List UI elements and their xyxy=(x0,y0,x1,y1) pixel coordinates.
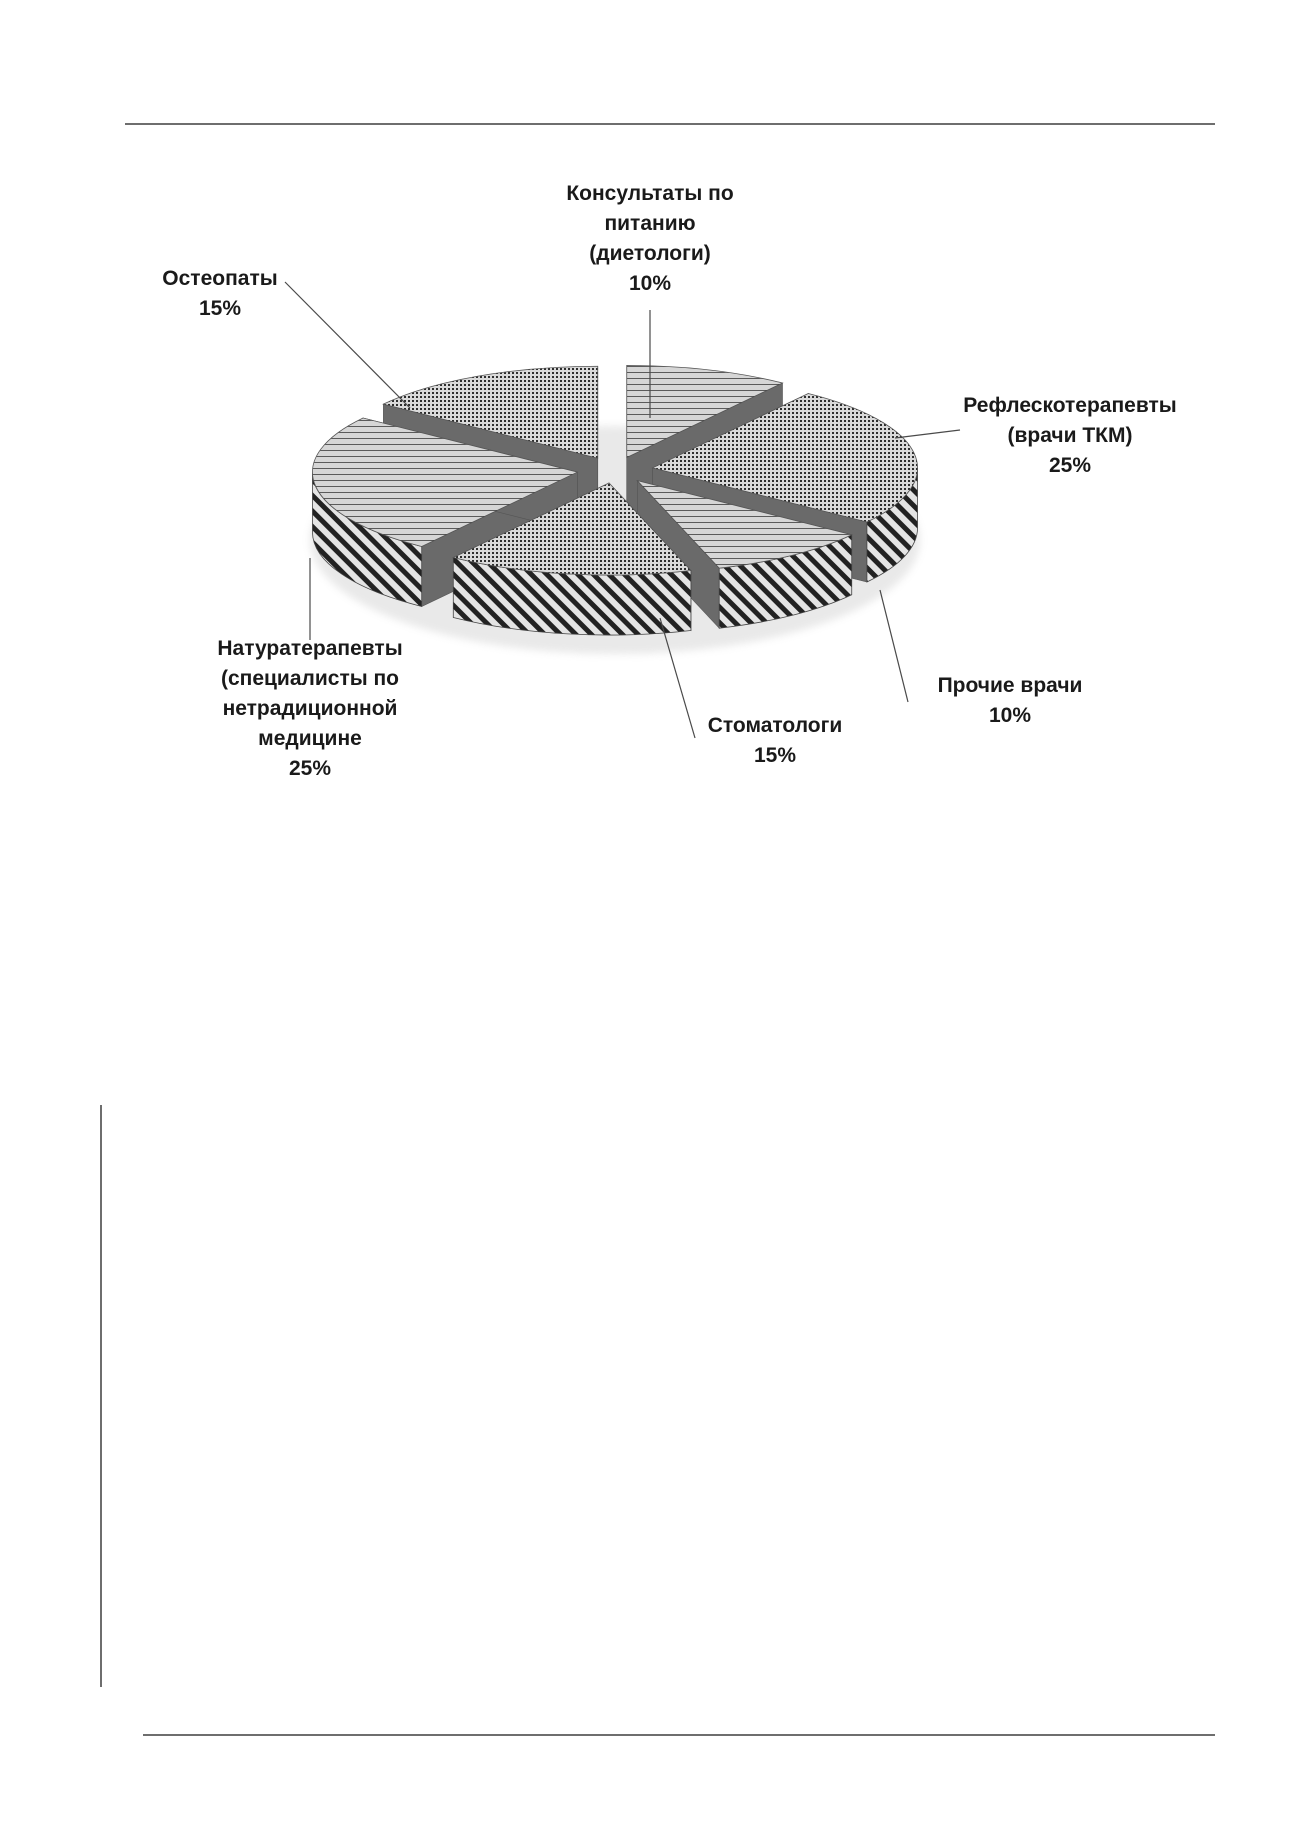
slice-value-label: 25% xyxy=(288,757,332,780)
slice-category-label: Стоматологи xyxy=(707,714,843,737)
slice-category-label: нетрадиционной xyxy=(222,697,398,720)
slice-value-label: 10% xyxy=(628,272,672,295)
slice-category-label: Натуратерапевты xyxy=(217,637,403,660)
slice-label xyxy=(217,637,402,780)
slice-category-label: Рефлескотерапевты xyxy=(963,394,1177,417)
slice-label xyxy=(938,674,1083,727)
slice-category-label: Консультаты по xyxy=(566,182,734,205)
slice-category-label: медицине xyxy=(258,727,362,750)
slice-category-label: (диетологи) xyxy=(589,242,711,265)
slice-category-label: (специалисты по xyxy=(220,667,400,690)
pie-chart xyxy=(0,0,1300,900)
slice-category-label: питанию xyxy=(604,212,696,235)
slice-category-label: (врачи ТКМ) xyxy=(1007,424,1133,447)
leader-line xyxy=(895,430,960,438)
slice-value-label: 25% xyxy=(1048,454,1092,477)
slice-label xyxy=(708,714,843,767)
slice-label xyxy=(963,394,1176,477)
slice-value-label: 15% xyxy=(753,744,797,767)
slice-value-label: 10% xyxy=(988,704,1032,727)
slice-label xyxy=(566,182,733,295)
leader-line xyxy=(880,590,908,702)
leader-line xyxy=(285,282,410,408)
slice-category-label: Прочие врачи xyxy=(937,674,1083,697)
bottom-rule xyxy=(143,1734,1215,1736)
slice-value-label: 15% xyxy=(198,297,242,320)
left-margin-rule xyxy=(100,1105,102,1687)
slice-label xyxy=(162,267,277,320)
slice-category-label: Остеопаты xyxy=(162,267,278,290)
